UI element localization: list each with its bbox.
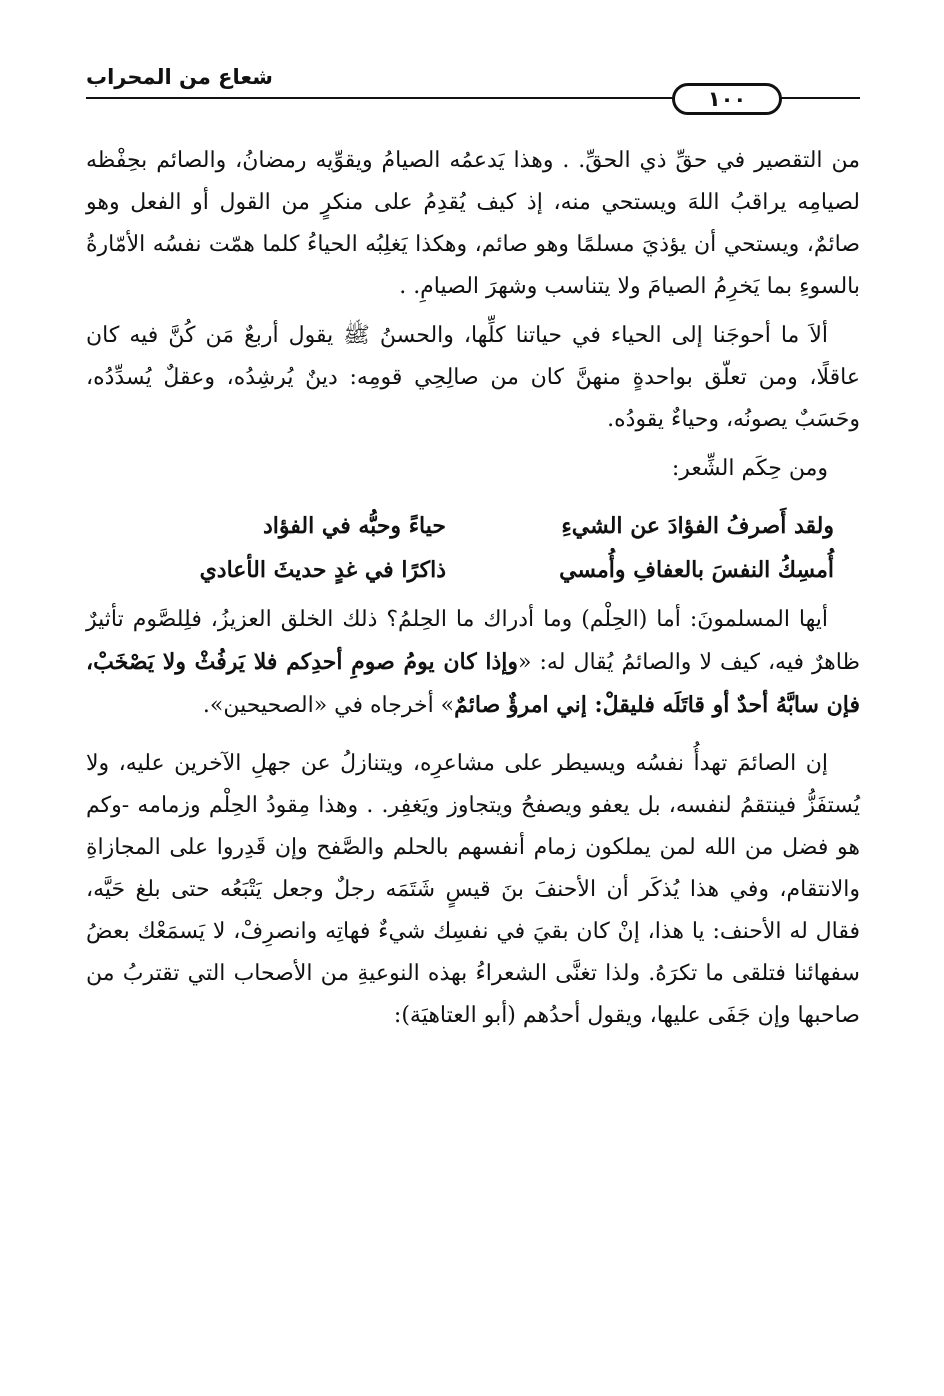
paragraph-4-outro: » أخرجاه في «الصحيحين».: [202, 693, 455, 718]
running-header-title: شعاع من المحراب: [86, 65, 273, 89]
verse-1-second-hemistich: حياءً وحبُّه في الفؤاد: [263, 513, 446, 539]
paragraph-2: ألاَ ما أحوجَنا إلى الحياء في حياتنا كلِّها، والحسنُ ﷺ يقول أربعٌ مَن كُنَّ فيه كان عاقلًا، ومن تعلّق بواحدةٍ منهنَّ كان من صالِحِي قومِه: دينٌ يُرشِدُه، وعقلٌ يُسدِّدُه، وحَسَبٌ يصونُه، وحياءٌ يقودُه.: [86, 323, 860, 432]
paragraph-1: من التقصير في حقِّ ذي الحقِّ. . وهذا يَدعمُه الصيامُ ويقوِّيه رمضانُ، والصائم بحِفْظه لصيامِه يراقبُ اللهَ ويستحي منه، إذ كيف يُقدِمُ على منكرٍ من القول أو الفعل وهو صائمٌ، ويستحي أن يؤذيَ مسلمًا وهو صائم، وهكذا يَغلِبُه الحياءُ كلما همّت نفسُه الأمّارةُ بالسوءِ بما يَخرِمُ الصيامَ ولا يتناسب وشهرَ الصيامِ. .: [86, 148, 860, 299]
verse-2-first-hemistich: أُمسِكُ النفسَ بالعفافِ وأُمسي: [559, 557, 834, 583]
paragraph-4: [86, 599, 860, 727]
paragraph-5: إن الصائمَ تهدأُ نفسُه ويسيطر على مشاعرِه، ويتنازلُ عن جهلِ الآخرين عليه، ولا يُستفَزُّ فينتقمُ لنفسه، بل يعفو ويصفحُ ويتجاوز ويَغفِر. . وهذا مِقودُ الحِلْم وزمامه -وكم هو فضل من الله لمن يملكون زمام أنفسهم بالحلم والصَّفح وإن قَدِروا على المجازاةِ والانتقام، وفي هذا يُذكَر أن الأحنفَ بنَ قيسٍ شَتَمَه رجلٌ وجعل يَتْبَعُه حتى بلغ حَيَّه، فقال له الأحنف: يا هذا، إنْ كان بقيَ في نفسِك شيءٌ فهاتِه وانصرِفْ، لا يَسمَعْك بعضُ سفهائنا فتلقى ما تكرَهُ. ولذا تغنَّى الشعراءُ بهذه النوعيةِ من الأصحاب التي تقتربُ من صاحبها وإن جَفَى عليها، ويقول أحدُهم (أبو العتاهيَة):: [86, 751, 860, 1028]
verse-2-second-hemistich: ذاكرًا في غدٍ حديثَ الأعادي: [199, 557, 446, 583]
hadith-quote: وإذا كان يومُ صومِ أحدِكم فلا يَرفُثْ ولا يَصْخَبْ، فإن سابَّهُ أحدٌ أو قاتَلَه فليقلْ: إني امرؤٌ صائمٌ: [86, 649, 860, 718]
paragraph-3-poetry-intro: ومن حِكَم الشِّعر:: [671, 456, 828, 481]
page-number: ١٠٠: [707, 87, 747, 111]
paragraph-4-intro: أيها المسلمونَ: أما (الحِلْم) وما أدراك ما الحِلمُ؟ ذلك الخلق العزيزُ، فلِلصَّوم تأثيرٌ ظاهرٌ فيه، كيف لا والصائمُ يُقال له: «: [86, 607, 860, 675]
poem-verse-2: [86, 548, 860, 592]
page-number-badge: [672, 83, 782, 115]
poem-block: [86, 504, 860, 592]
body-text: [86, 140, 860, 1037]
verse-1-first-hemistich: ولقد أَصرفُ الفؤادَ عن الشيءِ: [561, 513, 834, 539]
poem-verse-1: [86, 504, 860, 548]
